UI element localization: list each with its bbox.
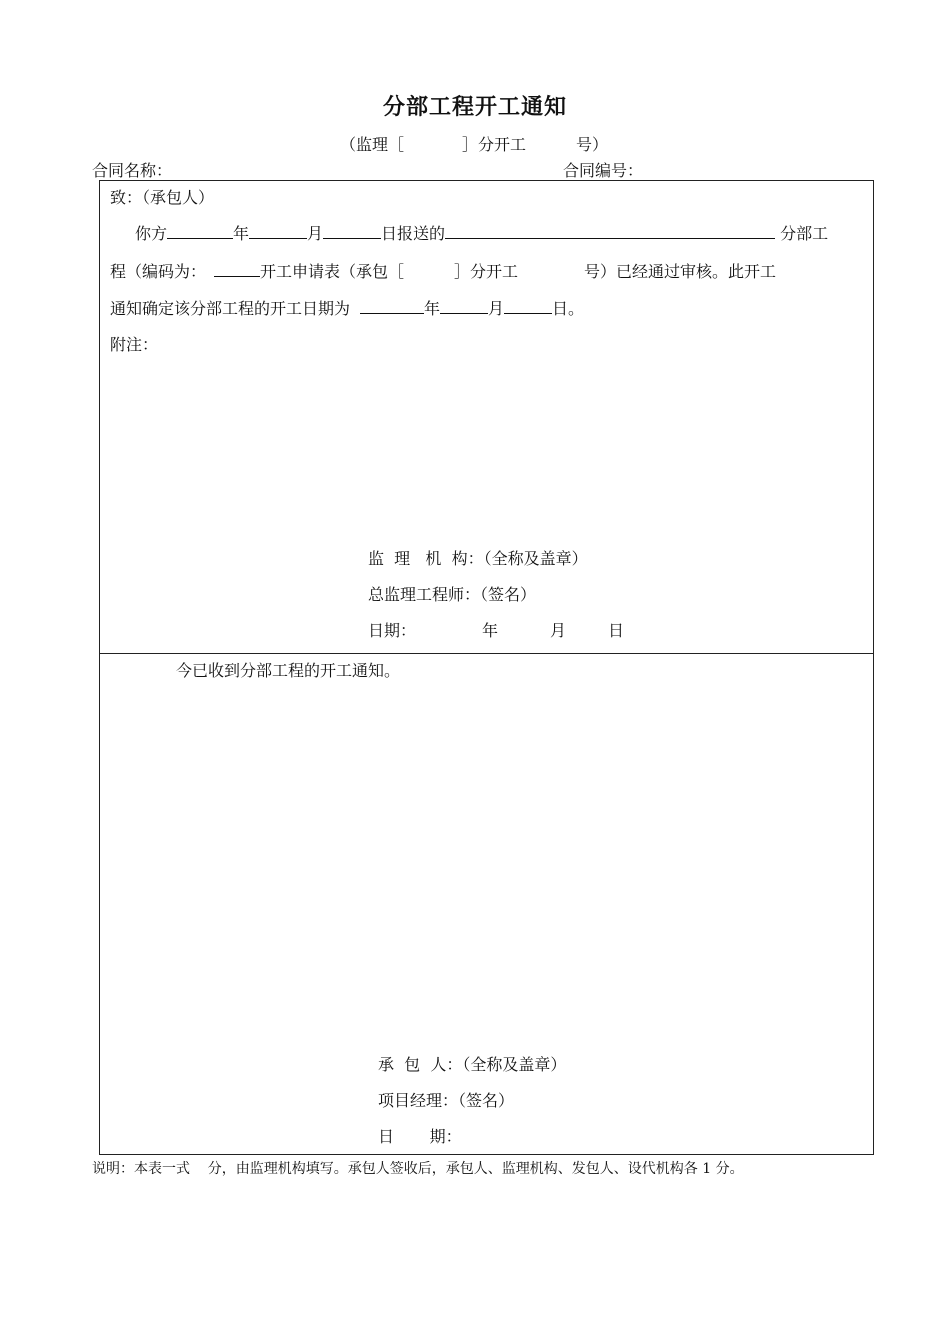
text-year: 年 <box>233 224 250 243</box>
notice-line-3 <box>110 295 584 319</box>
receipt-section <box>99 653 874 1155</box>
text-start-date: 通知确定该分部工程的开工日期为 <box>110 299 351 318</box>
page-title: 分部工程开工通知 <box>382 95 567 120</box>
text-sent: 日报送的 <box>381 224 446 243</box>
contractor-label: 承 包 人：（全称及盖章） <box>378 1055 567 1074</box>
contract-name-label: 合同名称： <box>92 161 173 180</box>
document-number <box>340 132 608 155</box>
project-name-blank[interactable] <box>445 220 775 239</box>
start-year-blank[interactable] <box>360 295 424 314</box>
text-application: 开工申请表（承包［ <box>260 262 405 281</box>
text-application-close: ］分开工 <box>454 262 519 281</box>
year-blank[interactable] <box>167 220 233 239</box>
doc-number-open: （监理［ <box>340 135 405 154</box>
recipient-label: 致：（承包人） <box>110 188 215 207</box>
start-month-blank[interactable] <box>440 295 488 314</box>
receipt-date-label: 日 期： <box>378 1127 462 1146</box>
code-blank[interactable] <box>214 258 260 277</box>
text-code: 程（编码为： <box>110 262 207 281</box>
project-manager-label: 项目经理：（签名） <box>378 1091 515 1110</box>
supervisor-org-label: 监 理 机 构：（全称及盖章） <box>368 549 588 568</box>
contract-number-label: 合同编号： <box>563 161 644 180</box>
date-label: 日期： <box>368 621 417 640</box>
text-start-year: 年 <box>424 299 441 318</box>
month-blank[interactable] <box>249 220 307 239</box>
footnote: 说明：本表一式 分，由监理机构填写。承包人签收后，承包人、监理机构、发包人、设代机构各 1 分。 <box>92 1161 744 1177</box>
doc-number-suffix: 号） <box>576 135 609 154</box>
text-month: 月 <box>307 224 324 243</box>
start-day-blank[interactable] <box>504 295 552 314</box>
day-blank[interactable] <box>323 220 381 239</box>
text-start-month: 月 <box>488 299 505 318</box>
doc-number-close: ］分开工 <box>462 135 527 154</box>
text-subproject: 分部工 <box>780 224 829 243</box>
chief-engineer-label: 总监理工程师：（签名） <box>368 585 537 604</box>
remark-label: 附注： <box>110 335 159 354</box>
date-month-label: 月 <box>550 621 567 640</box>
text-start-day: 日。 <box>552 299 585 318</box>
date-day-label: 日 <box>608 621 625 640</box>
text-approved: 号）已经通过审核。此开工 <box>584 262 777 281</box>
notice-line-1 <box>135 220 828 244</box>
notice-line-2 <box>110 258 776 282</box>
text-your-side: 你方 <box>135 224 168 243</box>
date-year-label: 年 <box>482 621 499 640</box>
receipt-text: 今已收到分部工程的开工通知。 <box>176 661 401 680</box>
